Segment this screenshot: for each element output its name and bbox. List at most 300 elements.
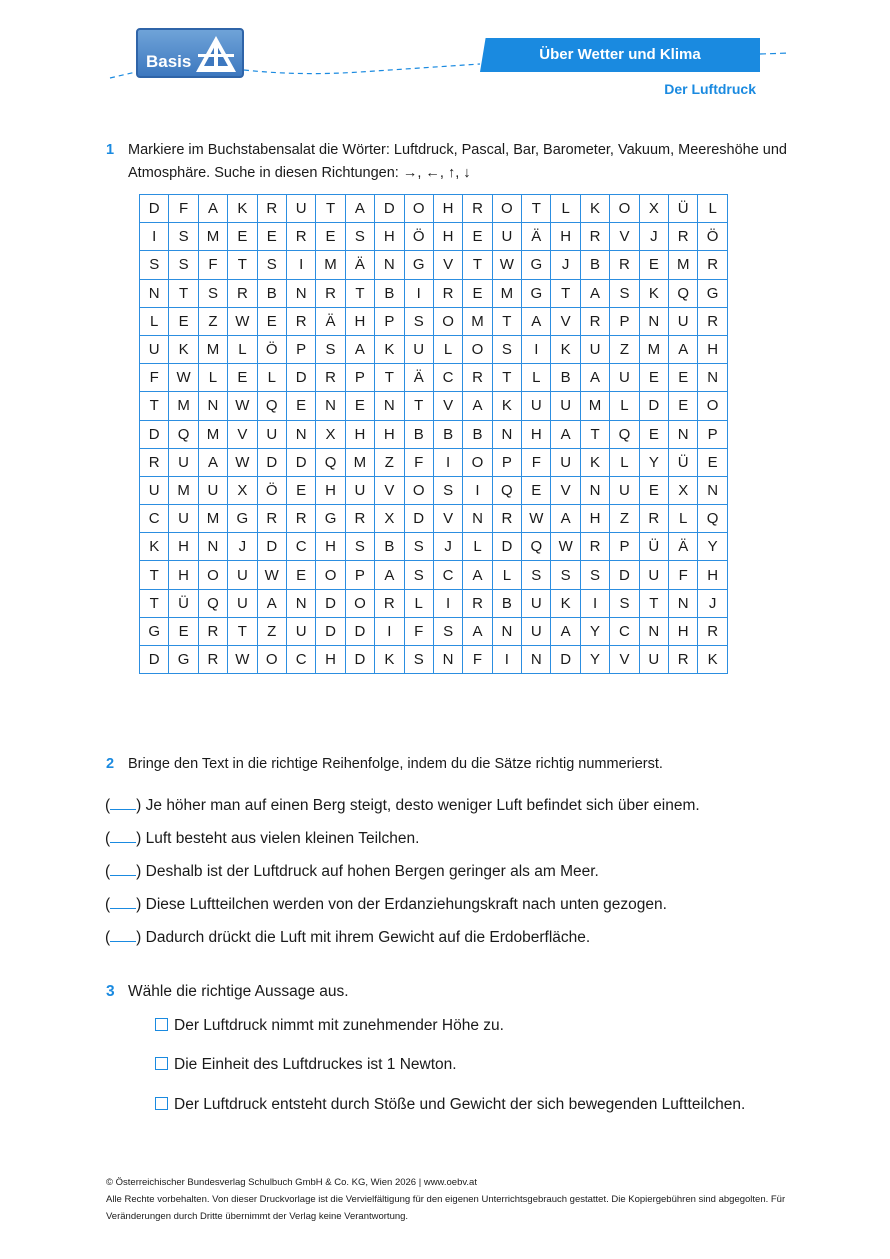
grid-cell[interactable]: L xyxy=(140,307,169,335)
grid-cell[interactable]: R xyxy=(463,195,492,223)
grid-cell[interactable]: S xyxy=(551,561,580,589)
grid-cell[interactable]: M xyxy=(492,279,521,307)
grid-cell[interactable]: U xyxy=(286,617,315,645)
grid-cell[interactable]: E xyxy=(257,307,286,335)
grid-cell[interactable]: E xyxy=(345,392,374,420)
grid-cell[interactable]: M xyxy=(639,335,668,363)
grid-cell[interactable]: S xyxy=(316,335,345,363)
number-blank[interactable] xyxy=(110,794,136,810)
grid-cell[interactable]: Q xyxy=(669,279,698,307)
grid-cell[interactable]: R xyxy=(698,617,727,645)
grid-cell[interactable]: Y xyxy=(580,646,609,674)
checkbox[interactable] xyxy=(155,1057,168,1070)
grid-cell[interactable]: R xyxy=(669,223,698,251)
grid-cell[interactable]: B xyxy=(375,533,404,561)
grid-cell[interactable]: I xyxy=(286,251,315,279)
grid-cell[interactable]: K xyxy=(580,195,609,223)
grid-cell[interactable]: Y xyxy=(639,448,668,476)
grid-cell[interactable]: Y xyxy=(698,533,727,561)
grid-cell[interactable]: C xyxy=(433,364,462,392)
grid-cell[interactable]: T xyxy=(140,392,169,420)
grid-cell[interactable]: H xyxy=(316,533,345,561)
grid-cell[interactable]: S xyxy=(345,533,374,561)
option-item[interactable]: Der Luftdruck entsteht durch Stöße und Gewicht der sich bewegenden Luftteilchen. xyxy=(155,1096,745,1114)
grid-cell[interactable]: P xyxy=(492,448,521,476)
grid-cell[interactable]: U xyxy=(169,505,198,533)
grid-cell[interactable]: G xyxy=(228,505,257,533)
grid-cell[interactable]: M xyxy=(345,448,374,476)
grid-cell[interactable]: E xyxy=(169,617,198,645)
grid-cell[interactable]: I xyxy=(580,589,609,617)
checkbox[interactable] xyxy=(155,1018,168,1031)
grid-cell[interactable]: P xyxy=(610,533,639,561)
grid-cell[interactable]: X xyxy=(669,476,698,504)
grid-cell[interactable]: Ö xyxy=(257,335,286,363)
grid-cell[interactable]: R xyxy=(580,223,609,251)
grid-cell[interactable]: K xyxy=(551,335,580,363)
grid-cell[interactable]: R xyxy=(257,195,286,223)
grid-cell[interactable]: D xyxy=(286,364,315,392)
grid-cell[interactable]: A xyxy=(463,617,492,645)
grid-cell[interactable]: R xyxy=(375,589,404,617)
grid-cell[interactable]: K xyxy=(140,533,169,561)
grid-cell[interactable]: I xyxy=(492,646,521,674)
grid-cell[interactable]: Y xyxy=(580,617,609,645)
grid-cell[interactable]: F xyxy=(463,646,492,674)
grid-cell[interactable]: N xyxy=(463,505,492,533)
grid-cell[interactable]: S xyxy=(404,307,433,335)
grid-cell[interactable]: Q xyxy=(492,476,521,504)
grid-cell[interactable]: R xyxy=(610,251,639,279)
grid-cell[interactable]: U xyxy=(639,646,668,674)
grid-cell[interactable]: N xyxy=(198,533,227,561)
grid-cell[interactable]: E xyxy=(639,476,668,504)
grid-cell[interactable]: Q xyxy=(698,505,727,533)
grid-cell[interactable]: H xyxy=(433,223,462,251)
grid-cell[interactable]: R xyxy=(698,251,727,279)
grid-cell[interactable]: G xyxy=(316,505,345,533)
grid-cell[interactable]: T xyxy=(140,589,169,617)
grid-cell[interactable]: W xyxy=(228,307,257,335)
grid-cell[interactable]: O xyxy=(492,195,521,223)
grid-cell[interactable]: G xyxy=(140,617,169,645)
grid-cell[interactable]: Q xyxy=(198,589,227,617)
grid-cell[interactable]: I xyxy=(404,279,433,307)
grid-cell[interactable]: L xyxy=(610,392,639,420)
grid-cell[interactable]: E xyxy=(286,561,315,589)
grid-cell[interactable]: Ö xyxy=(698,223,727,251)
grid-cell[interactable]: O xyxy=(404,195,433,223)
grid-cell[interactable]: F xyxy=(404,448,433,476)
grid-cell[interactable]: C xyxy=(140,505,169,533)
grid-cell[interactable]: D xyxy=(286,448,315,476)
grid-cell[interactable]: H xyxy=(169,533,198,561)
grid-cell[interactable]: M xyxy=(580,392,609,420)
grid-cell[interactable]: L xyxy=(228,335,257,363)
grid-cell[interactable]: H xyxy=(551,223,580,251)
grid-cell[interactable]: S xyxy=(404,646,433,674)
grid-cell[interactable]: B xyxy=(433,420,462,448)
grid-cell[interactable]: I xyxy=(433,448,462,476)
grid-cell[interactable]: A xyxy=(198,448,227,476)
grid-cell[interactable]: U xyxy=(580,335,609,363)
grid-cell[interactable]: D xyxy=(316,589,345,617)
grid-cell[interactable]: R xyxy=(228,279,257,307)
number-blank[interactable] xyxy=(110,893,136,909)
grid-cell[interactable]: W xyxy=(257,561,286,589)
grid-cell[interactable]: V xyxy=(433,392,462,420)
grid-cell[interactable]: E xyxy=(228,223,257,251)
grid-cell[interactable]: H xyxy=(698,561,727,589)
grid-cell[interactable]: L xyxy=(551,195,580,223)
grid-cell[interactable]: L xyxy=(433,335,462,363)
grid-cell[interactable]: U xyxy=(257,420,286,448)
grid-cell[interactable]: S xyxy=(404,561,433,589)
grid-cell[interactable]: L xyxy=(610,448,639,476)
grid-cell[interactable]: S xyxy=(169,223,198,251)
grid-cell[interactable]: H xyxy=(375,420,404,448)
grid-cell[interactable]: E xyxy=(463,279,492,307)
grid-cell[interactable]: B xyxy=(257,279,286,307)
grid-cell[interactable]: W xyxy=(228,646,257,674)
grid-cell[interactable]: N xyxy=(639,307,668,335)
grid-cell[interactable]: K xyxy=(228,195,257,223)
grid-cell[interactable]: Z xyxy=(610,505,639,533)
grid-cell[interactable]: X xyxy=(375,505,404,533)
grid-cell[interactable]: U xyxy=(345,476,374,504)
grid-cell[interactable]: Ä xyxy=(316,307,345,335)
grid-cell[interactable]: T xyxy=(639,589,668,617)
grid-cell[interactable]: U xyxy=(522,589,551,617)
grid-cell[interactable]: A xyxy=(551,505,580,533)
grid-cell[interactable]: T xyxy=(228,617,257,645)
grid-cell[interactable]: A xyxy=(257,589,286,617)
grid-cell[interactable]: N xyxy=(698,476,727,504)
grid-cell[interactable]: E xyxy=(639,364,668,392)
grid-cell[interactable]: A xyxy=(375,561,404,589)
grid-cell[interactable]: Ä xyxy=(669,533,698,561)
grid-cell[interactable]: N xyxy=(433,646,462,674)
grid-cell[interactable]: E xyxy=(522,476,551,504)
grid-cell[interactable]: T xyxy=(375,364,404,392)
grid-cell[interactable]: T xyxy=(228,251,257,279)
grid-cell[interactable]: R xyxy=(316,279,345,307)
grid-cell[interactable]: G xyxy=(404,251,433,279)
grid-cell[interactable]: R xyxy=(316,364,345,392)
grid-cell[interactable]: U xyxy=(492,223,521,251)
grid-cell[interactable]: Ü xyxy=(669,195,698,223)
grid-cell[interactable]: E xyxy=(286,476,315,504)
grid-cell[interactable]: A xyxy=(580,279,609,307)
grid-cell[interactable]: T xyxy=(492,364,521,392)
grid-cell[interactable]: X xyxy=(228,476,257,504)
grid-cell[interactable]: I xyxy=(522,335,551,363)
grid-cell[interactable]: H xyxy=(345,307,374,335)
grid-cell[interactable]: O xyxy=(257,646,286,674)
grid-cell[interactable]: D xyxy=(345,617,374,645)
grid-cell[interactable]: H xyxy=(169,561,198,589)
grid-cell[interactable]: M xyxy=(316,251,345,279)
grid-cell[interactable]: A xyxy=(463,561,492,589)
grid-cell[interactable]: V xyxy=(375,476,404,504)
grid-cell[interactable]: A xyxy=(669,335,698,363)
grid-cell[interactable]: N xyxy=(639,617,668,645)
grid-cell[interactable]: J xyxy=(433,533,462,561)
grid-cell[interactable]: S xyxy=(433,617,462,645)
grid-cell[interactable]: R xyxy=(580,307,609,335)
grid-cell[interactable]: F xyxy=(522,448,551,476)
grid-cell[interactable]: N xyxy=(140,279,169,307)
grid-cell[interactable]: Q xyxy=(316,448,345,476)
grid-cell[interactable]: R xyxy=(492,505,521,533)
grid-cell[interactable]: L xyxy=(257,364,286,392)
grid-cell[interactable]: K xyxy=(375,335,404,363)
grid-cell[interactable]: C xyxy=(286,533,315,561)
grid-cell[interactable]: S xyxy=(169,251,198,279)
grid-cell[interactable]: N xyxy=(522,646,551,674)
grid-cell[interactable]: R xyxy=(198,646,227,674)
grid-cell[interactable]: D xyxy=(316,617,345,645)
grid-cell[interactable]: U xyxy=(198,476,227,504)
grid-cell[interactable]: N xyxy=(286,589,315,617)
grid-cell[interactable]: Z xyxy=(610,335,639,363)
grid-cell[interactable]: F xyxy=(669,561,698,589)
grid-cell[interactable]: V xyxy=(433,505,462,533)
grid-cell[interactable]: E xyxy=(463,223,492,251)
grid-cell[interactable]: J xyxy=(551,251,580,279)
grid-cell[interactable]: F xyxy=(198,251,227,279)
grid-cell[interactable]: D xyxy=(492,533,521,561)
grid-cell[interactable]: V xyxy=(228,420,257,448)
grid-cell[interactable]: N xyxy=(492,420,521,448)
grid-cell[interactable]: D xyxy=(140,420,169,448)
grid-cell[interactable]: F xyxy=(140,364,169,392)
grid-cell[interactable]: K xyxy=(375,646,404,674)
grid-cell[interactable]: Ü xyxy=(169,589,198,617)
grid-cell[interactable]: D xyxy=(257,533,286,561)
grid-cell[interactable]: I xyxy=(375,617,404,645)
grid-cell[interactable]: U xyxy=(169,448,198,476)
grid-cell[interactable]: T xyxy=(140,561,169,589)
grid-cell[interactable]: L xyxy=(522,364,551,392)
grid-cell[interactable]: R xyxy=(669,646,698,674)
grid-cell[interactable]: P xyxy=(375,307,404,335)
grid-cell[interactable]: R xyxy=(580,533,609,561)
grid-cell[interactable]: Q xyxy=(610,420,639,448)
grid-cell[interactable]: M xyxy=(198,420,227,448)
grid-cell[interactable]: N xyxy=(375,251,404,279)
grid-cell[interactable]: A xyxy=(198,195,227,223)
grid-cell[interactable]: N xyxy=(375,392,404,420)
grid-cell[interactable]: T xyxy=(522,195,551,223)
grid-cell[interactable]: D xyxy=(345,646,374,674)
grid-cell[interactable]: H xyxy=(433,195,462,223)
grid-cell[interactable]: R xyxy=(140,448,169,476)
grid-cell[interactable]: M xyxy=(198,335,227,363)
grid-cell[interactable]: U xyxy=(228,561,257,589)
grid-cell[interactable]: A xyxy=(345,335,374,363)
grid-cell[interactable]: L xyxy=(198,364,227,392)
grid-cell[interactable]: S xyxy=(404,533,433,561)
grid-cell[interactable]: O xyxy=(316,561,345,589)
grid-cell[interactable]: E xyxy=(698,448,727,476)
grid-cell[interactable]: F xyxy=(169,195,198,223)
grid-cell[interactable]: N xyxy=(198,392,227,420)
grid-cell[interactable]: W xyxy=(551,533,580,561)
grid-cell[interactable]: R xyxy=(198,617,227,645)
grid-cell[interactable]: Z xyxy=(375,448,404,476)
grid-cell[interactable]: V xyxy=(610,646,639,674)
grid-cell[interactable]: O xyxy=(610,195,639,223)
grid-cell[interactable]: T xyxy=(492,307,521,335)
grid-cell[interactable]: E xyxy=(286,392,315,420)
grid-cell[interactable]: O xyxy=(198,561,227,589)
grid-cell[interactable]: D xyxy=(551,646,580,674)
grid-cell[interactable]: V xyxy=(433,251,462,279)
grid-cell[interactable]: R xyxy=(286,505,315,533)
grid-cell[interactable]: H xyxy=(316,646,345,674)
grid-cell[interactable]: I xyxy=(140,223,169,251)
option-item[interactable]: Die Einheit des Luftdruckes ist 1 Newton. xyxy=(155,1056,457,1074)
grid-cell[interactable]: Q xyxy=(522,533,551,561)
option-item[interactable]: Der Luftdruck nimmt mit zunehmender Höhe zu. xyxy=(155,1017,504,1035)
grid-cell[interactable]: S xyxy=(492,335,521,363)
grid-cell[interactable]: S xyxy=(198,279,227,307)
grid-cell[interactable]: B xyxy=(375,279,404,307)
grid-cell[interactable]: Ü xyxy=(669,448,698,476)
grid-cell[interactable]: G xyxy=(698,279,727,307)
grid-cell[interactable]: G xyxy=(169,646,198,674)
grid-cell[interactable]: O xyxy=(404,476,433,504)
grid-cell[interactable]: K xyxy=(492,392,521,420)
grid-cell[interactable]: R xyxy=(698,307,727,335)
grid-cell[interactable]: A xyxy=(522,307,551,335)
grid-cell[interactable]: B xyxy=(404,420,433,448)
grid-cell[interactable]: W xyxy=(169,364,198,392)
grid-cell[interactable]: Z xyxy=(198,307,227,335)
grid-cell[interactable]: J xyxy=(228,533,257,561)
grid-cell[interactable]: G xyxy=(522,251,551,279)
grid-cell[interactable]: K xyxy=(551,589,580,617)
grid-cell[interactable]: N xyxy=(698,364,727,392)
grid-cell[interactable]: Ä xyxy=(345,251,374,279)
grid-cell[interactable]: S xyxy=(433,476,462,504)
grid-cell[interactable]: I xyxy=(463,476,492,504)
grid-cell[interactable]: S xyxy=(610,279,639,307)
grid-cell[interactable]: B xyxy=(551,364,580,392)
grid-cell[interactable]: E xyxy=(669,392,698,420)
grid-cell[interactable]: S xyxy=(257,251,286,279)
grid-cell[interactable]: L xyxy=(463,533,492,561)
grid-cell[interactable]: N xyxy=(669,589,698,617)
grid-cell[interactable]: F xyxy=(404,617,433,645)
grid-cell[interactable]: L xyxy=(404,589,433,617)
grid-cell[interactable]: E xyxy=(639,251,668,279)
grid-cell[interactable]: P xyxy=(286,335,315,363)
grid-cell[interactable]: N xyxy=(286,420,315,448)
grid-cell[interactable]: X xyxy=(639,195,668,223)
grid-cell[interactable]: U xyxy=(140,476,169,504)
grid-cell[interactable]: Ö xyxy=(404,223,433,251)
grid-cell[interactable]: M xyxy=(169,392,198,420)
grid-cell[interactable]: T xyxy=(345,279,374,307)
grid-cell[interactable]: D xyxy=(375,195,404,223)
grid-cell[interactable]: U xyxy=(286,195,315,223)
grid-cell[interactable]: T xyxy=(463,251,492,279)
grid-cell[interactable]: A xyxy=(551,420,580,448)
grid-cell[interactable]: K xyxy=(169,335,198,363)
grid-cell[interactable]: D xyxy=(404,505,433,533)
grid-cell[interactable]: L xyxy=(698,195,727,223)
grid-cell[interactable]: U xyxy=(551,392,580,420)
grid-cell[interactable]: I xyxy=(433,589,462,617)
grid-cell[interactable]: Ä xyxy=(522,223,551,251)
grid-cell[interactable]: V xyxy=(610,223,639,251)
grid-cell[interactable]: M xyxy=(169,476,198,504)
grid-cell[interactable]: K xyxy=(580,448,609,476)
grid-cell[interactable]: C xyxy=(433,561,462,589)
grid-cell[interactable]: U xyxy=(551,448,580,476)
grid-cell[interactable]: M xyxy=(669,251,698,279)
grid-cell[interactable]: E xyxy=(257,223,286,251)
grid-cell[interactable]: U xyxy=(228,589,257,617)
grid-cell[interactable]: O xyxy=(345,589,374,617)
grid-cell[interactable]: B xyxy=(492,589,521,617)
grid-cell[interactable]: T xyxy=(551,279,580,307)
grid-cell[interactable]: P xyxy=(698,420,727,448)
grid-cell[interactable]: O xyxy=(463,448,492,476)
grid-cell[interactable]: U xyxy=(522,392,551,420)
grid-cell[interactable]: U xyxy=(522,617,551,645)
grid-cell[interactable]: E xyxy=(639,420,668,448)
grid-cell[interactable]: W xyxy=(522,505,551,533)
grid-cell[interactable]: S xyxy=(580,561,609,589)
grid-cell[interactable]: S xyxy=(140,251,169,279)
grid-cell[interactable]: M xyxy=(198,505,227,533)
grid-cell[interactable]: D xyxy=(610,561,639,589)
grid-cell[interactable]: U xyxy=(669,307,698,335)
grid-cell[interactable]: D xyxy=(257,448,286,476)
grid-cell[interactable]: E xyxy=(669,364,698,392)
grid-cell[interactable]: R xyxy=(286,307,315,335)
grid-cell[interactable]: L xyxy=(669,505,698,533)
grid-cell[interactable]: Z xyxy=(257,617,286,645)
grid-cell[interactable]: U xyxy=(639,561,668,589)
grid-cell[interactable]: S xyxy=(522,561,551,589)
grid-cell[interactable]: P xyxy=(345,561,374,589)
grid-cell[interactable]: C xyxy=(286,646,315,674)
grid-cell[interactable]: A xyxy=(551,617,580,645)
grid-cell[interactable]: P xyxy=(610,307,639,335)
grid-cell[interactable]: A xyxy=(580,364,609,392)
grid-cell[interactable]: O xyxy=(433,307,462,335)
grid-cell[interactable]: H xyxy=(345,420,374,448)
grid-cell[interactable]: Q xyxy=(257,392,286,420)
grid-cell[interactable]: H xyxy=(316,476,345,504)
grid-cell[interactable]: B xyxy=(580,251,609,279)
grid-cell[interactable]: R xyxy=(463,589,492,617)
grid-cell[interactable]: G xyxy=(522,279,551,307)
number-blank[interactable] xyxy=(110,827,136,843)
grid-cell[interactable]: U xyxy=(404,335,433,363)
grid-cell[interactable]: N xyxy=(492,617,521,645)
grid-cell[interactable]: R xyxy=(463,364,492,392)
grid-cell[interactable]: Q xyxy=(169,420,198,448)
grid-cell[interactable]: R xyxy=(345,505,374,533)
grid-cell[interactable]: N xyxy=(669,420,698,448)
grid-cell[interactable]: S xyxy=(345,223,374,251)
grid-cell[interactable]: E xyxy=(169,307,198,335)
